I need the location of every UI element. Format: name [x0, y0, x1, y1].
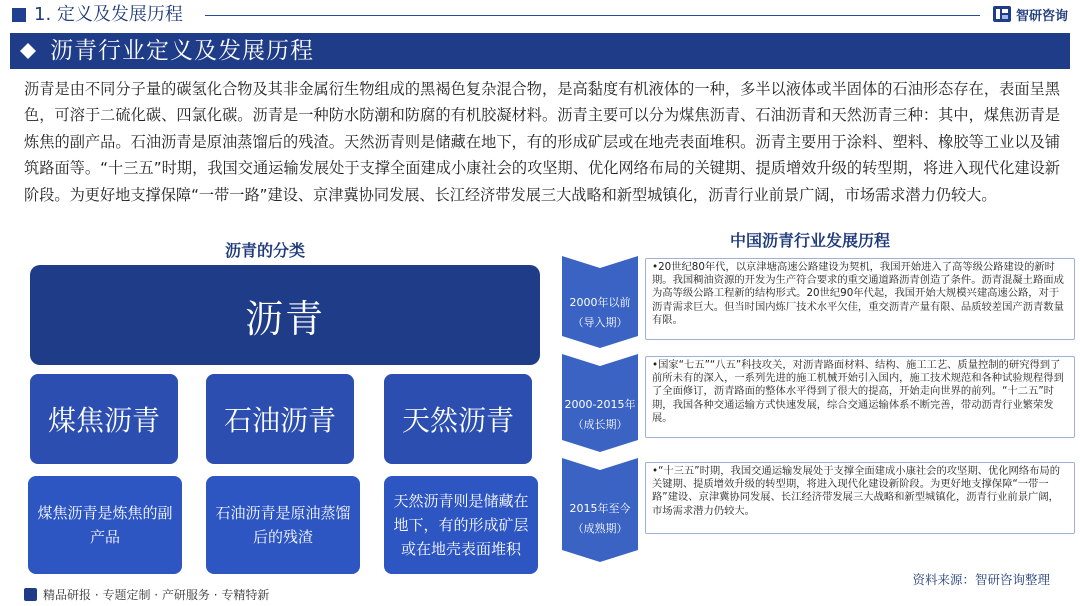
- logo: [992, 4, 1068, 24]
- logo-text: 智研咨询: [1015, 8, 1068, 24]
- category-box-petroleum: [206, 374, 354, 464]
- stage-marker-2: [562, 354, 638, 452]
- category-label: 煤焦沥青: [47, 404, 160, 437]
- footer-services: [24, 586, 269, 603]
- stage-phase: （导入期）: [572, 316, 628, 329]
- intro-paragraph: 沥青是由不同分子量的碳氢化合物及其非金属衍生物组成的黑褐色复杂混合物，是高黏度有机液体的一种，多半以液体或半固体的石油形态存在，表面呈黑色，可溶于二硫化碳、四氯化碳。沥青是一种防水防潮和防腐的有机胶凝材料。沥青主要可以分为煤焦沥青、石油沥青和天然沥青三种：其中，煤焦沥青是炼焦的副产品。石油沥青是原油蒸馏后的残渣。天然沥青则是储藏在地下，有的形成矿层或在地壳表面堆积。沥青主要用于涂料、塑料、橡胶等工业以及铺筑路面等。“十三五”时期，我国交通运输发展处于支撑全面建成小康社会的攻坚期、优化网络布局的关键期、提质增效升级的转型期，将进入现代化建设新阶段。为更好地支撑保障“一带一路”建设、京津冀协同发展、长江经济带发展三大战略和新型城镇化，沥青行业前景广阔，市场需求潜力仍较大。: [24, 80, 1060, 204]
- header-band: [10, 33, 1070, 69]
- category-desc: 煤焦沥青是炼焦的副产品: [37, 504, 173, 546]
- stage-phase: （成熟期）: [572, 522, 628, 535]
- stage-desc-1: •20世纪80年代，以京津塘高速公路建设为契机，我国开始进入了高等级公路建设的新时期。我国稠油资源的开发为生产符合要求的重交通道路沥青创造了条件。沥青混凝土路面成为高等级公路工程新的结构形式。20世纪90年代起，我国开始大规模兴建高速公路，对于沥青需求巨大。但当时国内炼厂技术水平欠佳，重交沥青产量有限、品质较差国产沥青数量有限。: [645, 258, 1075, 340]
- diamond-icon: [20, 43, 36, 59]
- category-box-natural: [384, 374, 532, 464]
- category-desc-petroleum: [206, 476, 360, 574]
- category-desc-coal-tar: [28, 476, 182, 574]
- stage-desc-3: •“十三五”时期，我国交通运输发展处于支撑全面建成小康社会的攻坚期、优化网络布局的关键期、提质增效升级的转型期，将进入现代化建设新阶段。为更好地支撑保障“一带一路”建设、京津冀协同发展、长江经济带发展三大战略和新型城镇化，沥青行业前景广阔，市场需求潜力仍较大。: [645, 462, 1075, 534]
- history-title: 中国沥青行业发展历程: [730, 231, 891, 250]
- classification-title: 沥青的分类: [225, 241, 306, 260]
- stage-phase: （成长期）: [572, 418, 628, 431]
- stage-period: 2000年以前: [569, 296, 631, 309]
- category-label: 石油沥青: [223, 404, 336, 437]
- stage-marker-1: [562, 256, 638, 348]
- root-category-label: 沥青: [244, 296, 325, 341]
- section-title: 1. 定义及发展历程: [34, 4, 183, 25]
- stage-period: 2000-2015年: [564, 398, 636, 411]
- category-box-coal-tar: [30, 374, 178, 464]
- section-marker: [12, 8, 26, 22]
- stage-period: 2015年至今: [569, 502, 631, 515]
- page-title: 沥青行业定义及发展历程: [50, 38, 314, 64]
- data-source: 资料来源：智研咨询整理: [912, 572, 1050, 587]
- zhiyan-logo-icon: [992, 4, 1012, 24]
- report-icon: [24, 588, 37, 601]
- stage-marker-3: [562, 458, 638, 562]
- category-desc: 石油沥青是原油蒸馏后的残渣: [215, 504, 351, 546]
- top-bar: [0, 0, 1080, 30]
- category-desc-natural: [384, 476, 538, 574]
- stage-desc-2: •国家“七五”“八五”科技攻关，对沥青路面材料、结构、施工工艺、质量控制的研究得到了前所未有的深入，一系列先进的施工机械开始引入国内，施工技术规范和各种试验规程得到了全面修订，沥青路面的整体水平得到了很大的提高，开始走向世界的前列。“十二五”时期，我国各种交通运输方式快速发展，综合交通运输体系不断完善，带动沥青行业繁荣发展。: [645, 356, 1075, 438]
- category-label: 天然沥青: [401, 404, 514, 437]
- top-divider: [205, 15, 980, 16]
- category-desc: 天然沥青则是储藏在地下，有的形成矿层或在地壳表面堆积: [393, 492, 529, 558]
- footer-services-text: 精品研报 · 专题定制 · 产研服务 · 专精特新: [43, 588, 270, 602]
- root-category-box: [30, 265, 540, 365]
